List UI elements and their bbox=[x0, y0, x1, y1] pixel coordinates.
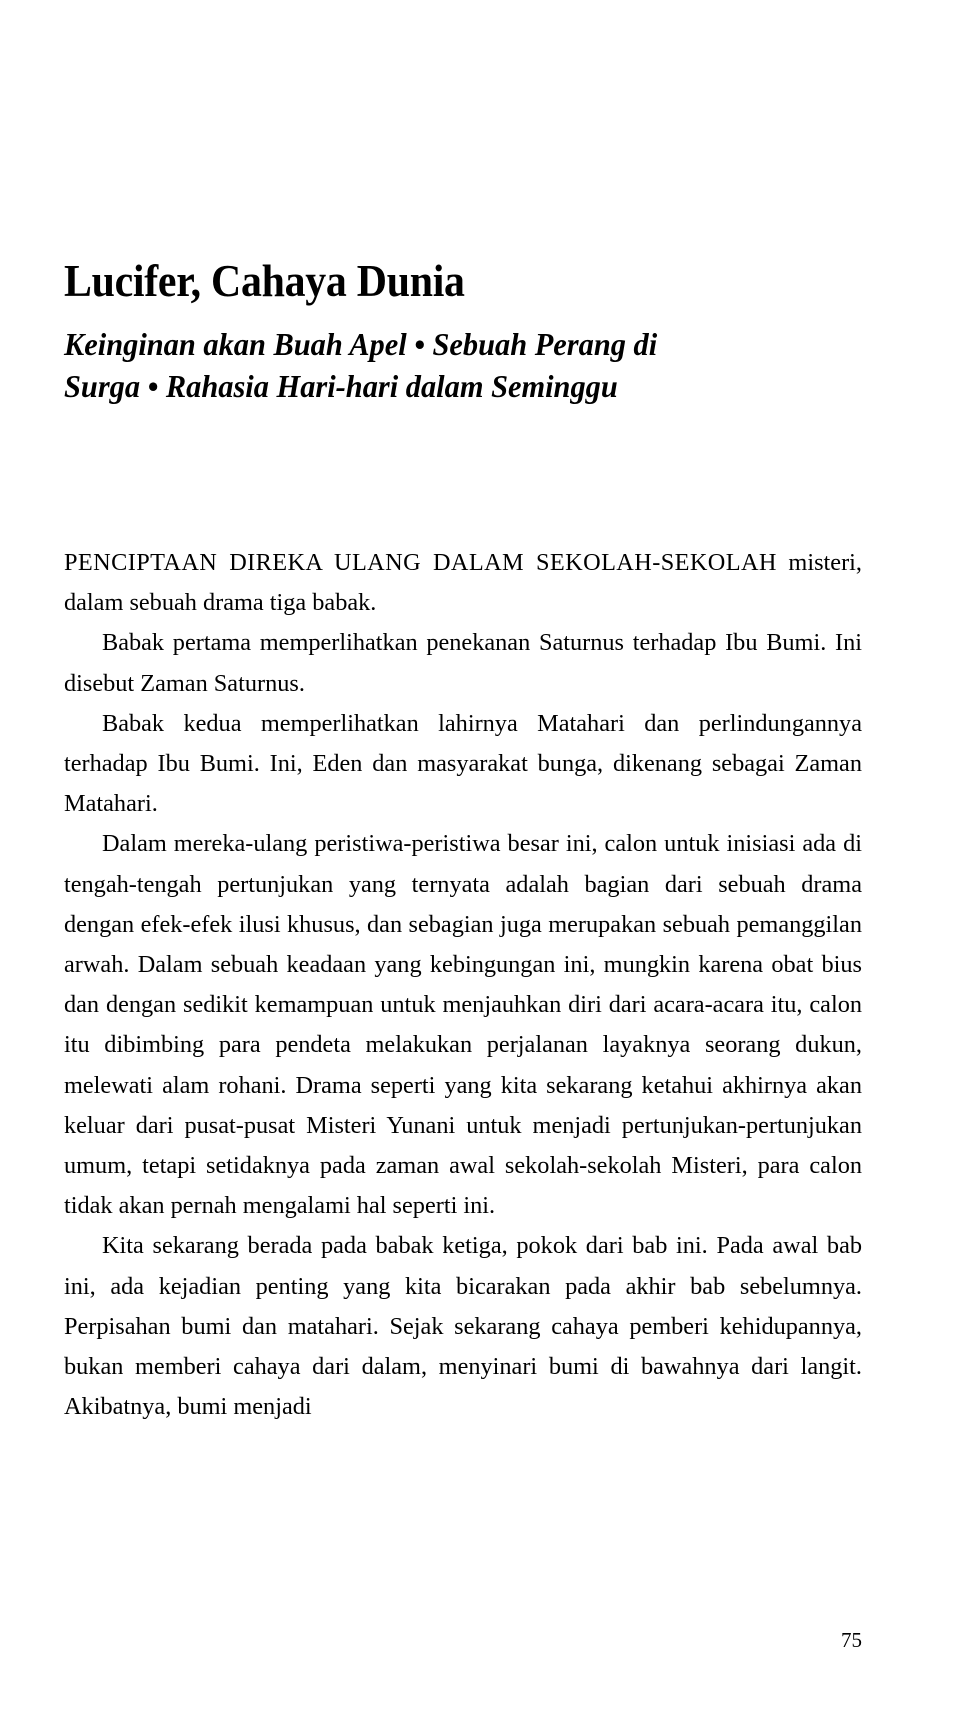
paragraph bbox=[64, 704, 862, 825]
paragraph bbox=[64, 824, 862, 1226]
paragraph-text: Kita sekarang berada pada babak ketiga, pokok dari bab ini. Pada awal bab ini, ada kejadian penting yang kita bicarakan pada akhir bab sebelumnya. Perpisahan bumi dan matahari. Sejak sekarang cahaya pemberi kehidupannya, bukan memberi cahaya dari dalam, menyinari bumi di bawahnya dari langit. Akibatnya, bumi menjadi bbox=[64, 1232, 862, 1421]
body-text bbox=[64, 543, 862, 1427]
paragraph bbox=[64, 543, 862, 623]
paragraph-text: Babak kedua memperlihatkan lahirnya Matahari dan perlindungannya terhadap Ibu Bumi. Ini, Eden dan masyarakat bunga, dikenang sebagai Zaman Matahari. bbox=[64, 709, 862, 818]
paragraph bbox=[64, 623, 862, 703]
paragraph-text: Babak pertama memperlihatkan penekanan Saturnus terhadap Ibu Bumi. Ini disebut Zaman Saturnus. bbox=[64, 629, 862, 697]
paragraph-text: misteri, dalam sebuah drama tiga babak. bbox=[64, 549, 862, 617]
paragraph-text: Dalam mereka-ulang peristiwa-peristiwa besar ini, calon untuk inisiasi ada di tengah-tengah pertunjukan yang ternyata adalah bagian dari sebuah drama dengan efek-efek ilusi khusus, dan sebagian juga merupakan sebuah pemanggilan arwah. Dalam sebuah keadaan yang kebingungan ini, mungkin karena obat bius dan dengan sedikit kemampuan untuk menjauhkan diri dari acara-acara itu, calon itu dibimbing para pendeta melakukan perjalanan layaknya seorang dukun, melewati alam rohani. Drama seperti yang kita sekarang ketahui akhirnya akan keluar dari pusat-pusat Misteri Yunani untuk menjadi pertunjukan-pertunjukan umum, tetapi setidaknya pada zaman awal sekolah-sekolah Misteri, para calon tidak akan pernah mengalami hal seperti ini. bbox=[64, 830, 862, 1220]
page-title: Lucifer, Cahaya Dunia bbox=[64, 256, 465, 306]
paragraph-lead-caps: PENCIPTAAN DIREKA ULANG DALAM SEKOLAH-SEKOLAH bbox=[64, 549, 777, 576]
paragraph bbox=[64, 1226, 862, 1427]
chapter-subtitle: Keinginan akan Buah Apel • Sebuah Perang di Surga • Rahasia Hari-hari dalam Seminggu bbox=[64, 326, 658, 405]
page-number: 75 bbox=[841, 1628, 862, 1652]
chapter-heading-block bbox=[64, 258, 862, 408]
